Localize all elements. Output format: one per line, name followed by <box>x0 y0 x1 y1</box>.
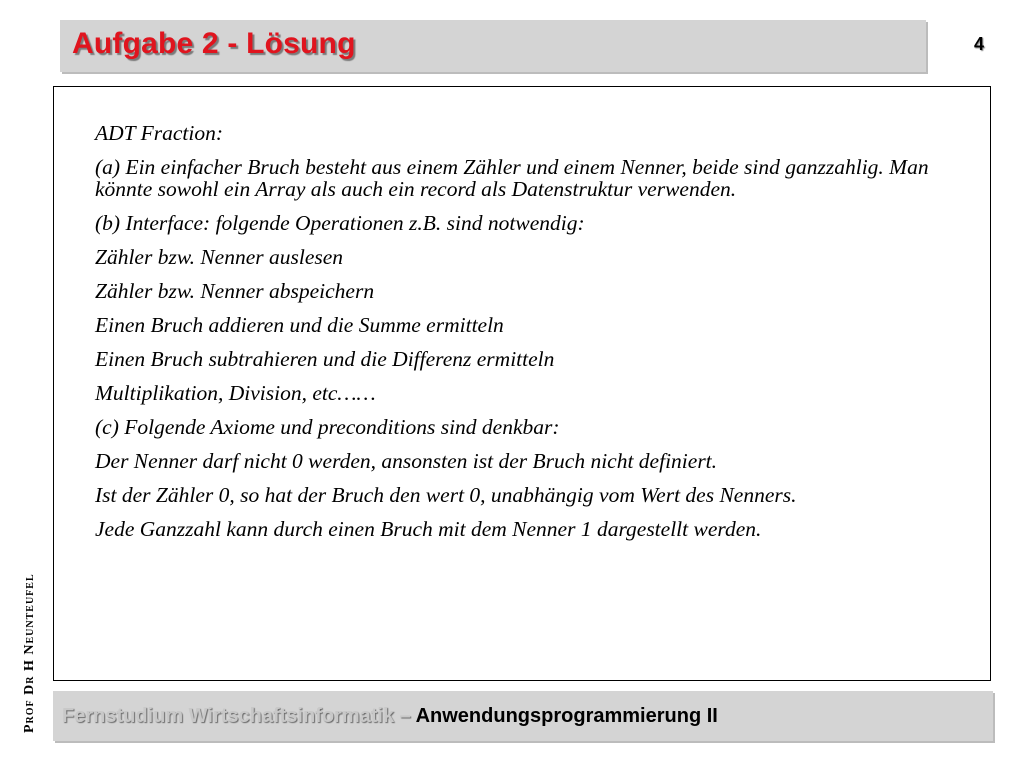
content-line-add: Einen Bruch addieren und die Summe ermitteln <box>95 313 504 337</box>
footer-separator: – <box>394 705 416 727</box>
footer-subject: Anwendungsprogrammierung II <box>415 705 718 727</box>
title-bar <box>60 20 926 72</box>
content-line-axiom-3: Jede Ganzzahl kann durch einen Bruch mit dem Nenner 1 dargestellt werden. <box>95 517 762 541</box>
footer-bar <box>53 691 993 741</box>
content-line-a: (a) Ein einfacher Bruch besteht aus einem Zähler und einem Nenner, beide sind ganzzahlig. Man könnte sowohl ein Array als auch ein record als Datenstruktur verwenden. <box>95 155 929 201</box>
content-line-b: (b) Interface: folgende Operationen z.B. sind notwendig: <box>95 211 585 235</box>
content-box <box>53 86 991 681</box>
page-number: 4 <box>974 34 985 54</box>
footer-course: Fernstudium Wirtschaftsinformatik <box>62 705 395 727</box>
content-line-c: (c) Folgende Axiome und preconditions sind denkbar: <box>95 415 560 439</box>
content-line-axiom-1: Der Nenner darf nicht 0 werden, ansonsten ist der Bruch nicht definiert. <box>95 449 718 473</box>
content-line-axiom-2: Ist der Zähler 0, so hat der Bruch den wert 0, unabhängig vom Wert des Nenners. <box>95 483 797 507</box>
content-line-multiply: Multiplikation, Division, etc…… <box>95 381 376 405</box>
footer-text <box>62 705 718 728</box>
slide-title: Aufgabe 2 - Lösung <box>72 27 356 60</box>
content-text <box>95 122 985 552</box>
content-line-store: Zähler bzw. Nenner abspeichern <box>95 279 375 303</box>
author-label: Prof Dr H Neunteufel <box>22 573 37 733</box>
content-line-subtract: Einen Bruch subtrahieren und die Differenz ermitteln <box>95 347 555 371</box>
content-line-read: Zähler bzw. Nenner auslesen <box>95 245 344 269</box>
content-line-heading: ADT Fraction: <box>95 121 224 145</box>
